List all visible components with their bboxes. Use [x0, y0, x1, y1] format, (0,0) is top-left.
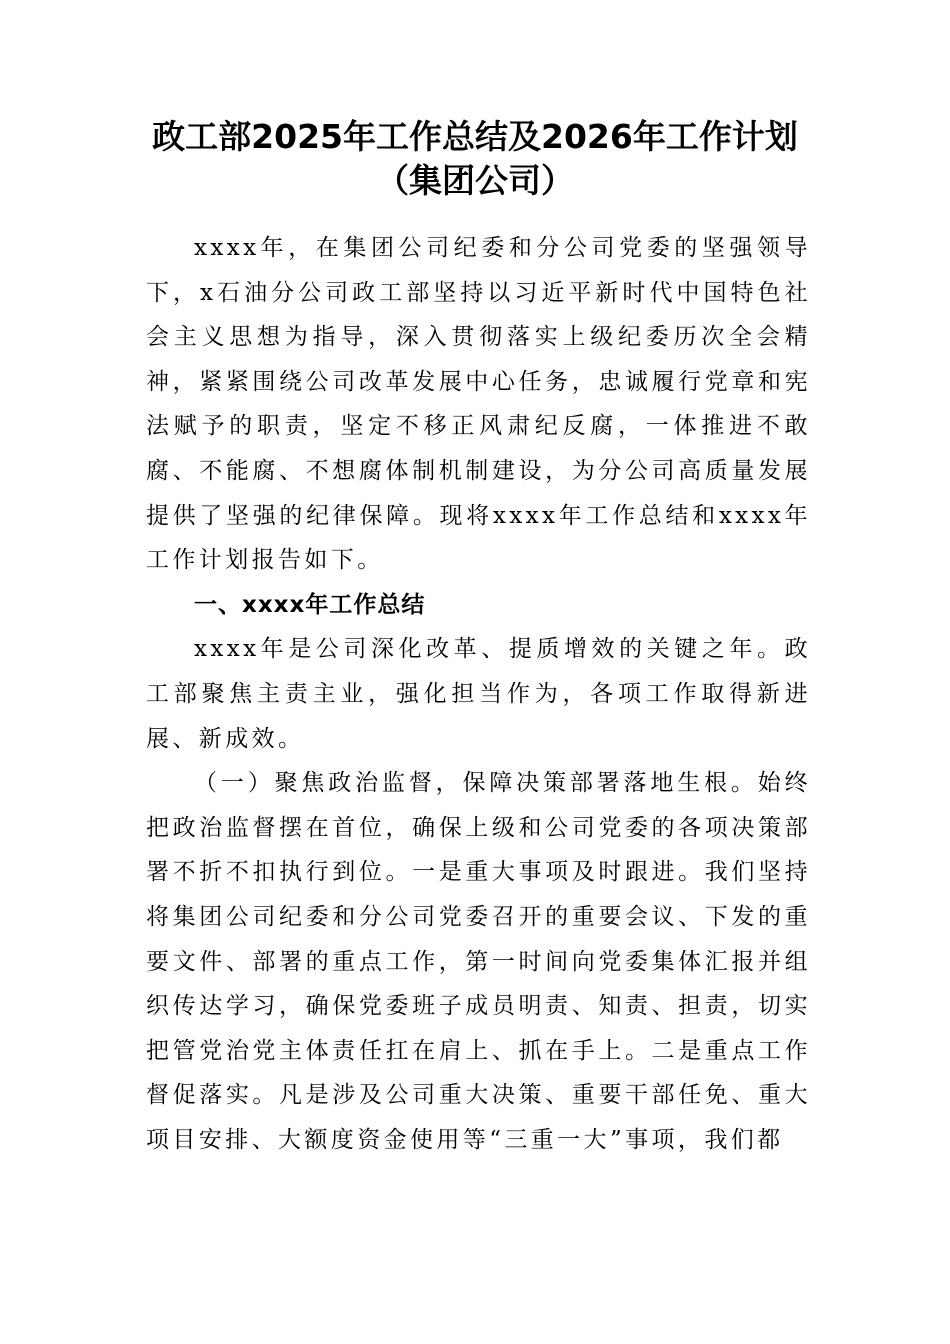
- document-body: [146, 226, 811, 1162]
- intro-paragraph: xxxx年，在集团公司纪委和分公司党委的坚强领导下，x石油分公司政工部坚持以习近平新时代中国特色社会主义思想为指导，深入贯彻落实上级纪委历次全会精神，紧紧围绕公司改革发展中心任务，忠诚履行党章和宪法赋予的职责，坚定不移正风肃纪反腐，一体推进不敢腐、不能腐、不想腐体制机制建设，为分公司高质量发展提供了坚强的纪律保障。现将xxxx年工作总结和xxxx年工作计划报告如下。: [146, 235, 811, 574]
- section-heading: 一、xxxx年工作总结: [194, 591, 426, 618]
- body-paragraph: xxxx年是公司深化改革、提质增效的关键之年。政工部聚焦主责主业，强化担当作为，各项工作取得新进展、新成效。: [146, 636, 811, 752]
- document-title: 政工部2025年工作总结及2026年工作计划: [152, 117, 798, 156]
- document-subtitle: （集团公司）: [376, 161, 574, 200]
- body-paragraph: （一）聚焦政治监督，保障决策部署落地生根。始终把政治监督摆在首位，确保上级和公司党委的各项决策部署不折不扣执行到位。一是重大事项及时跟进。我们坚持将集团公司纪委和分公司党委召开的重要会议、下发的重要文件、部署的重点工作，第一时间向党委集体汇报并组织传达学习，确保党委班子成员明责、知责、担责，切实把管党治党主体责任扛在肩上、抓在手上。二是重点工作督促落实。凡是涉及公司重大决策、重要干部任免、重大项目安排、大额度资金使用等“三重一大”事项，我们都: [146, 770, 811, 1153]
